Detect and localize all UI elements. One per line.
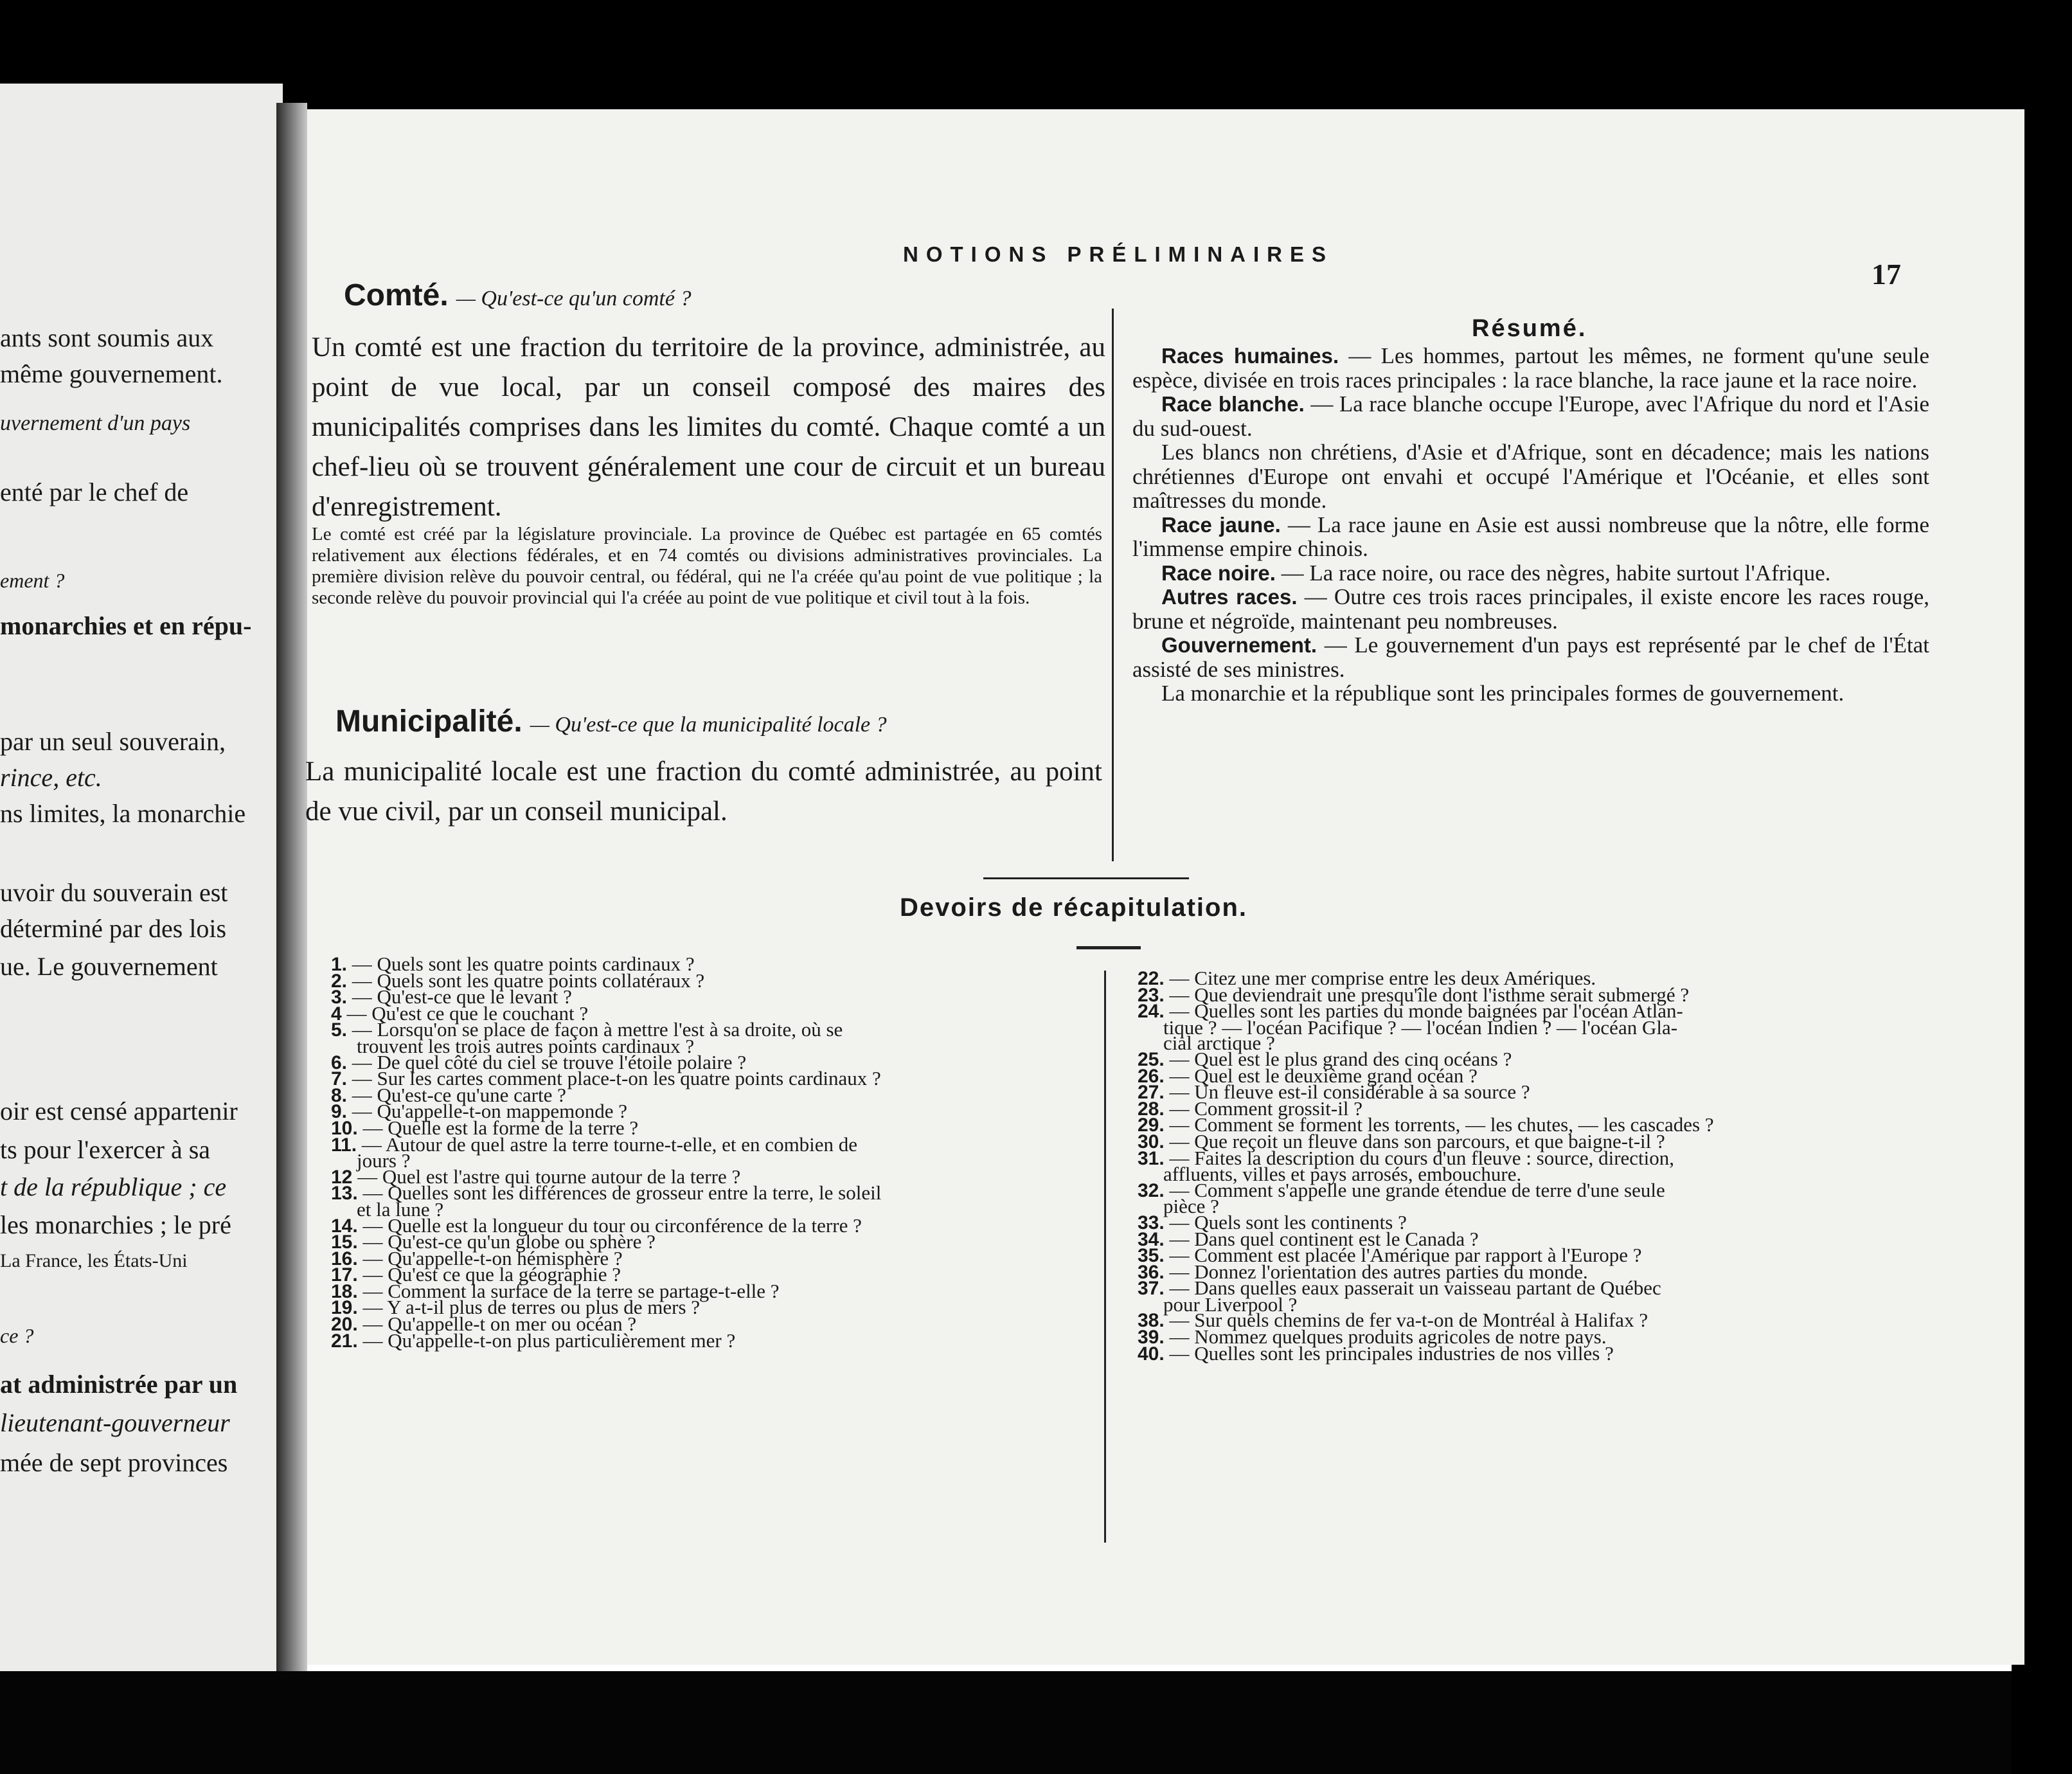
left-page-line: monarchies et en répu- [0,611,252,640]
left-page-line: ement ? [0,569,65,592]
question-number: 12 [331,1166,353,1188]
question-text: — Que deviendrait une presqu'île dont l'isthme serait submergé ? [1169,983,1690,1006]
question-item [331,1329,881,1352]
resume-item [1132,633,1929,681]
question-text: — Quels sont les quatre points collatéraux ? [352,969,705,992]
left-page-line: même gouvernement. [0,359,223,388]
resume-item [1132,440,1929,513]
resume-label: Race jaune. [1161,512,1281,537]
page-number: 17 [1871,258,1901,291]
question-text: — Comment s'appelle une grande étendue de terre d'une seule [1169,1178,1665,1201]
resume-block [1132,344,1929,706]
question-number: 18. [331,1280,358,1302]
question-number: 9. [331,1101,348,1123]
resume-label: Race noire. [1161,560,1276,585]
question-text: — Qu'appelle-t-on hémisphère ? [362,1246,623,1269]
question-number: 31. [1138,1147,1165,1169]
resume-item [1132,392,1929,440]
question-continuation: pour Liverpool ? [1163,1293,1298,1316]
resume-label: Race blanche. [1161,392,1305,416]
question-continuation: cial arctique ? [1163,1032,1275,1055]
question-continuation: pièce ? [1163,1195,1219,1218]
comte-question: — Qu'est-ce qu'un comté ? [456,287,692,310]
question-text: — Quel est l'astre qui tourne autour de la terre ? [357,1165,741,1188]
question-text: — Quel est le plus grand des cinq océans ? [1169,1047,1512,1070]
resume-text: — Le gouvernement d'un pays est représenté par le chef de l'État assisté de ses ministres. [1132,632,1930,682]
question-number: 28. [1138,1098,1165,1120]
comte-paragraph: Un comté est une fraction du territoire de la province, administrée, au point de vue local, par un conseil composé des maires des municipalités comprises dans les limites du comté. Chaque comté a un chef-lieu où se trouvent généralement une cour de circuit et un bureau d'enregistrement. [312,332,1105,522]
question-text: — Qu'est ce que le couchant ? [346,1001,589,1025]
resume-item [1132,344,1929,392]
question-number: 23. [1138,984,1165,1006]
question-number: 32. [1138,1179,1165,1201]
question-text: — Comment la surface de la terre se partage-t-elle ? [362,1279,780,1302]
question-number: 36. [1138,1261,1165,1283]
question-text: — Quel est le deuxième grand océan ? [1169,1064,1478,1087]
resume-title: Résumé. [1472,315,1587,342]
scan-border-top [0,0,2072,116]
municipalite-title: Municipalité. [335,704,522,739]
devoirs-list-right [1138,967,1714,1365]
question-text: — Quelles sont les principales industries de nos villes ? [1169,1341,1614,1365]
question-continuation: trouvent les trois autres points cardinaux ? [357,1034,695,1057]
question-number: 11. [331,1134,357,1156]
question-text: — Sur quels chemins de fer va-t-on de Montréal à Halifax ? [1169,1309,1648,1332]
question-number: 25. [1138,1048,1165,1070]
question-item [1138,1178,1714,1201]
question-text: — Qu'est-ce que le levant ? [352,985,572,1008]
question-text: — Donnez l'orientation des autres parties du monde. [1169,1260,1588,1283]
question-number: 7. [331,1068,348,1090]
question-text: — Un fleuve est-il considérable à sa source ? [1169,1080,1530,1104]
question-item [1138,1341,1714,1365]
question-text: — Quels sont les continents ? [1169,1210,1407,1233]
question-text: — Comment grossit-il ? [1169,1097,1362,1120]
comte-note: Le comté est créé par la législature provinciale. La province de Québec est partagée en 65 comtés relativement aux élections fédérales, et en 74 comtés ou divisions administratives provinciales. La première division relève du pouvoir central, ou fédéral, qui ne l'a créée qu'au point de vue politique ; la seconde relève du pouvoir provincial qui l'a créée au point de vue politique et civil tout à la fois. [312,524,1102,608]
question-number: 22. [1138,968,1165,989]
question-number: 8. [331,1084,348,1106]
question-number: 1. [331,954,348,975]
question-text: — Que reçoit un fleuve dans son parcours, et que baigne-t-il ? [1169,1129,1665,1152]
left-page-line: uvernement d'un pays [0,411,191,435]
section-title-municipalite [335,704,887,739]
question-continuation: jours ? [357,1149,411,1172]
question-number: 35. [1138,1245,1165,1267]
question-text: — Quelles sont les parties du monde baignées par l'océan Atlan- [1169,999,1683,1023]
column-divider [1112,309,1114,861]
question-text: — Qu'appelle-t-on plus particulièrement mer ? [362,1329,736,1352]
left-page-line: ts pour l'exercer à sa [0,1135,211,1164]
question-number: 5. [331,1019,348,1041]
resume-label: Races humaines. [1161,344,1339,368]
question-number: 39. [1138,1327,1165,1348]
question-number: 34. [1138,1228,1165,1250]
left-page-line: oir est censé appartenir [0,1097,238,1125]
question-number: 6. [331,1052,348,1073]
question-text: — Quelle est la longueur du tour ou circonférence de la terre ? [362,1214,862,1237]
question-number: 33. [1138,1212,1165,1233]
question-text: — Dans quel continent est le Canada ? [1169,1227,1479,1250]
left-page-line: enté par le chef de [0,478,189,506]
question-continuation: et la lune ? [357,1197,444,1221]
resume-text: — La race blanche occupe l'Europe, avec l'Afrique du nord et l'Asie du sud-ouest. [1132,391,1929,441]
resume-text: Les blancs non chrétiens, d'Asie et d'Afrique, sont en décadence; mais les nations chrétiennes d'Europe ont envahi et occupé l'Amérique et l'Océanie, et elles sont maîtresses du monde. [1132,440,1929,513]
resume-text: — Les hommes, partout les mêmes, ne forment qu'une seule espèce, divisée en trois races principales : la race blanche, la race jaune et la race noire. [1132,343,1929,393]
question-number: 38. [1138,1310,1165,1332]
running-title: NOTIONS PRÉLIMINAIRES [903,242,1334,266]
question-text: — Lorsqu'on se place de façon à mettre l'est à sa droite, où se [352,1018,843,1041]
question-number: 20. [331,1314,358,1336]
left-page-line: ants sont soumis aux [0,323,214,352]
question-number: 30. [1138,1131,1165,1152]
question-number: 21. [331,1330,358,1352]
question-text: — Nommez quelques produits agricoles de notre pays. [1169,1325,1607,1348]
resume-label: Autres races. [1161,585,1298,609]
question-number: 24. [1138,1001,1165,1023]
question-number: 3. [331,987,348,1008]
question-item [331,1133,881,1156]
question-text: — Quelles sont les différences de grosseur entre la terre, le soleil [362,1181,882,1205]
question-text: — Faites la description du cours d'un fleuve : source, direction, [1169,1146,1675,1169]
question-text: — Qu'appelle-t on mer ou océan ? [362,1313,637,1336]
question-number: 13. [331,1183,358,1205]
left-page-line: lieutenant-gouverneur [0,1408,230,1437]
book-spine [276,103,307,1671]
question-number: 37. [1138,1278,1165,1300]
question-continuation: tique ? — l'océan Pacifique ? — l'océan Indien ? — l'océan Gla- [1163,1016,1678,1039]
municipalite-question: — Qu'est-ce que la municipalité locale ? [530,713,887,737]
section-title-comte [344,278,691,313]
question-text: — Sur les cartes comment place-t-on les quatre points cardinaux ? [352,1067,881,1090]
devoirs-column-divider [1104,971,1106,1543]
left-page-line: uvoir du souverain est [0,878,228,907]
question-text: — Dans quelles eaux passerait un vaisseau partant de Québec [1169,1277,1661,1300]
scan-border-bottom [0,1671,2072,1774]
left-page-line: ue. Le gouvernement [0,952,218,981]
section-rule [983,877,1189,879]
question-number: 15. [331,1232,358,1253]
question-text: — De quel côté du ciel se trouve l'étoile polaire ? [352,1050,747,1073]
question-number: 29. [1138,1115,1165,1136]
question-number: 17. [331,1264,358,1286]
resume-item [1132,681,1929,706]
title-underline [1076,946,1141,949]
municipalite-paragraph: La municipalité locale est une fraction du comté administrée, au point de vue civil, par un conseil municipal. [305,757,1102,827]
devoirs-title: Devoirs de récapitulation. [900,893,1248,922]
comte-title: Comté. [344,278,449,312]
question-text: — Qu'est-ce qu'un globe ou sphère ? [362,1230,656,1253]
question-number: 16. [331,1248,358,1269]
question-number: 14. [331,1215,358,1237]
question-text: — Quelle est la forme de la terre ? [362,1116,639,1139]
left-page-line: t de la république ; ce [0,1172,227,1201]
question-text: — Y a-t-il plus de terres ou plus de mers ? [362,1296,701,1319]
left-page-line: ns limites, la monarchie [0,799,246,828]
resume-item [1132,561,1929,586]
resume-text: — La race noire, ou race des nègres, habite surtout l'Afrique. [1281,560,1831,586]
question-number: 26. [1138,1065,1165,1087]
left-page-line: La France, les États-Uni [0,1250,188,1271]
question-text: — Autour de quel astre la terre tourne-t-elle, et en combien de [361,1133,858,1156]
question-number: 2. [331,970,348,992]
question-text: — Qu'est ce que la géographie ? [362,1263,621,1286]
resume-text: — La race jaune en Asie est aussi nombreuse que la nôtre, elle forme l'immense empire chinois. [1132,512,1930,561]
left-page-fragment [0,84,283,1671]
resume-text: La monarchie et la république sont les principales formes de gouvernement. [1161,681,1844,706]
question-text: — Comment se forment les torrents, — les chutes, — les cascades ? [1169,1113,1714,1136]
question-text: — Qu'est-ce qu'une carte ? [352,1083,566,1106]
resume-item [1132,513,1929,561]
resume-text: — Outre ces trois races principales, il existe encore les races rouge, brune et négroïde, maintenant peu nombreuses. [1132,584,1929,634]
question-number: 10. [331,1117,358,1139]
question-number: 4 [331,1003,342,1025]
question-text: — Comment est placée l'Amérique par rapport à l'Europe ? [1169,1244,1642,1267]
left-page-line: ce ? [0,1324,34,1347]
resume-item [1132,585,1929,633]
question-continuation: affluents, villes et pays arrosés, embouchure. [1163,1163,1522,1186]
question-number: 27. [1138,1082,1165,1104]
left-page-line: at administrée par un [0,1370,238,1399]
question-number: 40. [1138,1343,1165,1365]
question-text: — Qu'appelle-t-on mappemonde ? [352,1100,628,1123]
left-page-line: les monarchies ; le pré [0,1210,231,1239]
left-page-line: rince, etc. [0,763,102,792]
resume-label: Gouvernement. [1161,633,1317,657]
left-page-line: par un seul souverain, [0,727,226,756]
left-page-line: déterminé par des lois [0,914,227,943]
question-text: — Quels sont les quatre points cardinaux ? [352,953,695,975]
question-text: — Citez une mer comprise entre les deux Amériques. [1169,967,1596,989]
devoirs-list-left [331,953,882,1352]
question-number: 19. [331,1297,358,1319]
left-page-line: mée de sept provinces [0,1448,228,1477]
